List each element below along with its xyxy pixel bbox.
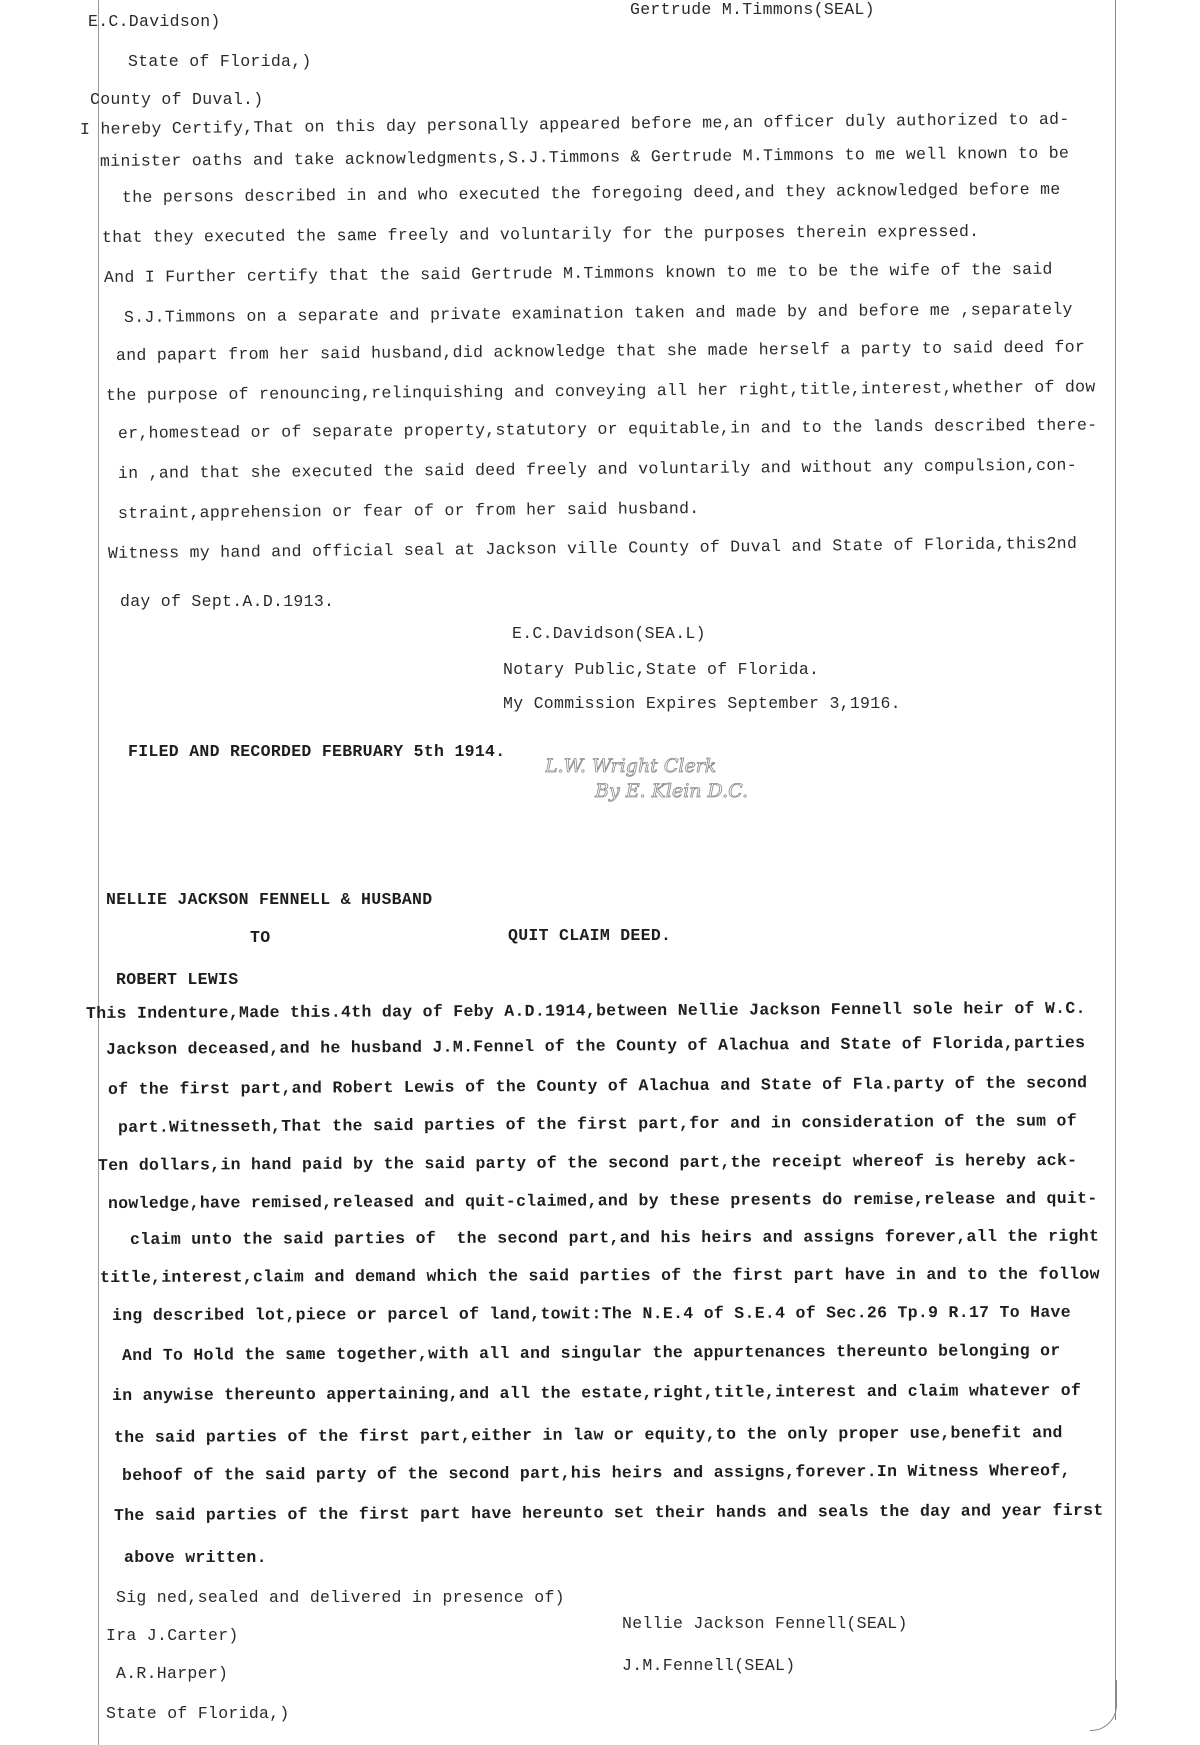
- deed-line: Jackson deceased,and he husband J.M.Fennel of the County of Alachua and State of Florida,parties: [105, 1033, 1086, 1059]
- deed-line: This Indenture,Made this.4th day of Feby A.D.1914,between Nellie Jackson Fennell sole heir of W.C.: [85, 998, 1086, 1023]
- certificate-line: er,homestead or of separate property,statutory or equitable,in and to the lands described there-: [117, 415, 1098, 443]
- witness-name: E.C.Davidson): [88, 12, 221, 31]
- deed-line: behoof of the said party of the second part,his heirs and assigns,forever.In Witness Whereof,: [121, 1461, 1071, 1485]
- filed-recorded: FILED AND RECORDED FEBRUARY 5th 1914.: [128, 742, 506, 761]
- clerk-signature-line: L.W. Wright Clerk: [545, 755, 717, 777]
- clerk-signature: [545, 752, 885, 802]
- deed-line: part.Witnesseth,That the said parties of the first part,for and in consideration of the sum of: [117, 1111, 1077, 1137]
- certificate-line: Witness my hand and official seal at Jackson ville County of Duval and State of Florida,this2nd: [107, 533, 1078, 563]
- state-line: State of Florida,): [128, 52, 312, 71]
- commission-expiry: My Commission Expires September 3,1916.: [503, 694, 901, 713]
- grantor-heading: NELLIE JACKSON FENNELL & HUSBAND: [106, 890, 433, 909]
- deed-line: ing described lot,piece or parcel of land,towit:The N.E.4 of S.E.4 of Sec.26 Tp.9 R.17 To Have: [111, 1302, 1071, 1325]
- county-line: County of Duval.): [90, 90, 264, 109]
- page-edge: [1115, 0, 1116, 1720]
- certificate-line: S.J.Timmons on a separate and private examination taken and made by and before me ,separately: [123, 299, 1073, 327]
- certificate-line: that they executed the same freely and voluntarily for the purposes therein expressed.: [101, 221, 980, 247]
- certificate-line: straint,apprehension or fear of or from her said husband.: [117, 498, 700, 523]
- deed-line: the said parties of the first part,either in law or equity,to the only proper use,benefit and: [113, 1423, 1063, 1447]
- page-corner: [1090, 1680, 1117, 1731]
- certificate-line: in ,and that she executed the said deed freely and voluntarily and without any compulsion,con-: [117, 455, 1077, 483]
- signed-sealed-line: Sig ned,sealed and delivered in presence of): [116, 1588, 565, 1607]
- deed-line: in anywise thereunto appertaining,and all the estate,right,title,interest and claim whatever of: [111, 1380, 1082, 1405]
- state-line-2: State of Florida,): [106, 1704, 290, 1723]
- to-heading: TO: [250, 928, 271, 947]
- grantor-signature: Gertrude M.Timmons(SEAL): [630, 0, 875, 19]
- certificate-line: and papart from her said husband,did acknowledge that she made herself a party to said deed for: [115, 337, 1086, 365]
- certificate-line: minister oaths and take acknowledgments,S.J.Timmons & Gertrude M.Timmons to me well known to be: [99, 143, 1070, 171]
- deed-line: And To Hold the same together,with all and singular the appurtenances thereunto belonging or: [121, 1341, 1061, 1365]
- notary-title: Notary Public,State of Florida.: [503, 660, 820, 679]
- deed-line: title,interest,claim and demand which the said parties of the first part have in and to the follow: [99, 1264, 1100, 1287]
- deputy-signature-line: By E. Klein D.C.: [595, 780, 749, 802]
- deed-line: claim unto the said parties of the second part,and his heirs and assigns forever,all the right: [129, 1226, 1100, 1249]
- notary-name: E.C.Davidson(SEA.L): [512, 624, 706, 643]
- witness-1: Ira J.Carter): [106, 1626, 239, 1645]
- margin-line: [98, 0, 99, 1745]
- deed-line: nowledge,have remised,released and quit-claimed,and by these presents do remise,release and quit-: [107, 1188, 1098, 1213]
- certificate-line: I hereby Certify,That on this day personally appeared before me,an officer duly authorized to ad-: [79, 109, 1070, 139]
- deed-line: Ten dollars,in hand paid by the said party of the second part,the receipt whereof is hereby ack-: [97, 1150, 1078, 1175]
- certificate-line: And I Further certify that the said Gertrude M.Timmons known to me to be the wife of the said: [103, 259, 1053, 287]
- deed-line: above written.: [124, 1548, 267, 1567]
- witness-2: A.R.Harper): [116, 1664, 229, 1683]
- signer-1: Nellie Jackson Fennell(SEAL): [622, 1614, 908, 1633]
- grantee-heading: ROBERT LEWIS: [116, 970, 239, 989]
- deed-line: of the first part,and Robert Lewis of the County of Alachua and State of Fla.party of the second: [107, 1073, 1088, 1099]
- certificate-line: day of Sept.A.D.1913.: [120, 592, 335, 611]
- certificate-line: the purpose of renouncing,relinquishing and conveying all her right,title,interest,whether of dow: [105, 377, 1096, 405]
- certificate-line: the persons described in and who executed the foregoing deed,and they acknowledged before me: [121, 179, 1061, 207]
- deed-line: The said parties of the first part have hereunto set their hands and seals the day and year first: [113, 1500, 1104, 1525]
- signer-2: J.M.Fennell(SEAL): [622, 1656, 796, 1675]
- deed-type-heading: QUIT CLAIM DEED.: [508, 926, 672, 945]
